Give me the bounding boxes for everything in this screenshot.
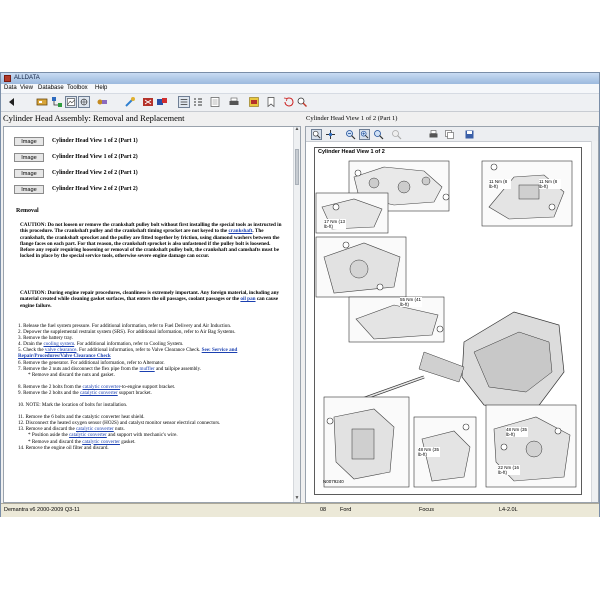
window-title: ALLDATA [14, 75, 40, 81]
diagram-icon[interactable] [78, 96, 90, 108]
history-icon[interactable] [283, 96, 295, 108]
menu-help[interactable]: Help [95, 85, 108, 91]
oil-pan-link[interactable]: oil pan [240, 296, 256, 303]
cooling-system-link[interactable]: cooling system [43, 341, 75, 348]
vertical-scrollbar[interactable] [293, 127, 300, 502]
sub-step: * Position aside the catalytic converter and support with mechanic's wire. [28, 432, 178, 439]
step: 7. Remove the 2 nuts and disconnect the flex pipe from the muffler and tailpipe assembly. [18, 365, 202, 372]
status-bar [1, 503, 599, 517]
catalytic-converter-link[interactable]: catalytic converter [76, 426, 114, 433]
detail-view-icon[interactable] [192, 96, 204, 108]
bookmark-icon[interactable] [265, 96, 277, 108]
recall-icon[interactable] [142, 96, 154, 108]
image-title: Cylinder Head View 1 of 2 (Part 1) [306, 115, 398, 122]
image-button[interactable]: Image [14, 169, 44, 178]
torque-callout: 17 Nm (13 lb-ft) [324, 219, 346, 229]
vehicle-model: Focus [419, 507, 434, 513]
step: 12. Disconnect the heated oxygen sensor (HO2S) and catalyst monitor sensor electrical connectors. [18, 420, 221, 427]
image-label: Cylinder Head View 1 of 2 (Part 1) [52, 138, 138, 144]
crankshaft-link[interactable]: crankshaft [228, 228, 253, 235]
back-arrow-icon[interactable] [6, 96, 18, 108]
print-icon[interactable] [228, 96, 240, 108]
copy-image-icon[interactable] [444, 129, 455, 140]
image-label: Cylinder Head View 2 of 2 (Part 1) [52, 170, 138, 176]
image-pane [305, 126, 599, 503]
caution-text: CAUTION: During engine repair procedures, cleanliness is extremely important. Any foreign material, including any material created while cleaning gasket surfaces, that enters the oil passages, coolant passages or the [20, 290, 280, 303]
save-image-icon[interactable] [464, 129, 475, 140]
bulletin-icon[interactable] [156, 96, 168, 108]
torque-callout: 55 Nm (41 lb-ft) [400, 297, 422, 307]
caution-text: CAUTION: Do not loosen or remove the crankshaft pulley bolt without first installing the special tools as instructed in this procedure. The crankshaft pulley and the crankshaft timing sprocket are not keyed to the [20, 222, 282, 235]
step: 11. Remove the 6 bolts and the catalytic converter heat shield. [18, 414, 145, 421]
pan-icon[interactable] [325, 129, 336, 140]
tree-icon[interactable] [51, 96, 63, 108]
procedure-steps [18, 323, 286, 451]
image-toolbar [306, 127, 598, 142]
database-version: Demantra v6 2000-2009 Q3-11 [4, 507, 80, 513]
step: 1. Release the fuel system pressure. For additional information, refer to Fuel Delivery and Air Induction. [18, 323, 232, 329]
caution-text: can cause engine failure. [20, 296, 279, 309]
menu-database[interactable]: Database [38, 85, 64, 91]
view-image-icon[interactable] [65, 96, 77, 108]
menu-view[interactable]: View [20, 85, 33, 91]
figure-code: N0079240 [323, 479, 344, 484]
torque-callout: 11 Nm (8 lb-ft) [539, 179, 561, 189]
print-image-icon[interactable] [428, 129, 439, 140]
section-heading: Removal [16, 208, 39, 214]
step: 8. Remove the 2 bolts from the catalytic converter-to-engine support bracket. [18, 383, 176, 390]
list-view-icon[interactable] [178, 96, 190, 108]
tools-icon[interactable] [96, 96, 108, 108]
engine-diagram[interactable] [314, 147, 582, 495]
torque-callout: 48 Nm (35 lb-ft) [418, 447, 440, 457]
see-procedure-link[interactable]: See: Service and Repair/Procedures/Valve Clearance Check [18, 347, 238, 360]
page-title: Cylinder Head Assembly: Removal and Replacement [3, 113, 185, 123]
image-button[interactable]: Image [14, 185, 44, 194]
step: 4. Drain the cooling system. For additional information, refer to Cooling System. [18, 341, 184, 348]
alldata-window [0, 72, 600, 517]
image-button[interactable]: Image [14, 153, 44, 162]
vehicle-year: 08 [320, 507, 327, 513]
scroll-thumb[interactable] [295, 149, 299, 185]
image-label: Cylinder Head View 1 of 2 (Part 2) [52, 154, 138, 160]
main-toolbar [1, 94, 599, 112]
alldata-logo-icon [4, 75, 11, 82]
step: 10. NOTE: Mark the location of bolts for installation. [18, 402, 128, 409]
torque-callout: 48 Nm (35 lb-ft) [506, 427, 528, 437]
step: 5. Check the valve clearance. For additional information, refer to Valve Clearance Check. See: Service and Repair/Procedures/Valve Clearance Check [18, 347, 238, 360]
vehicle-select-icon[interactable] [36, 96, 48, 108]
image-scrollbar[interactable] [591, 141, 598, 502]
step: 13. Remove and discard the catalytic converter nuts. [18, 426, 125, 433]
procedure-pane[interactable] [3, 126, 301, 503]
catalytic-converter-link[interactable]: catalytic converter [82, 438, 120, 445]
caution-notice [20, 290, 282, 309]
image-button[interactable]: Image [14, 137, 44, 146]
valve-clearance-link[interactable]: valve clearance [44, 347, 77, 354]
vehicle-make: Ford [340, 507, 352, 513]
scroll-down-icon[interactable]: ▼ [294, 496, 300, 501]
torque-callout: 11 Nm (8 lb-ft) [489, 179, 511, 189]
catalytic-converter-link[interactable]: catalytic converter [69, 432, 107, 439]
wrench-icon[interactable] [124, 96, 136, 108]
menu-bar [1, 84, 599, 94]
zoom-disabled-icon[interactable] [391, 129, 402, 140]
page-icon[interactable] [209, 96, 221, 108]
search-icon[interactable] [296, 96, 308, 108]
catalytic-converter-link[interactable]: catalytic converter [82, 383, 121, 390]
diagram-title: Cylinder Head View 1 of 2 [318, 149, 385, 155]
menu-data[interactable]: Data [4, 85, 17, 91]
catalytic-converter-link[interactable]: catalytic converter [79, 389, 118, 396]
zoom-fit-icon[interactable] [373, 129, 384, 140]
step: 14. Remove the engine oil filter and discard. [18, 444, 109, 451]
torque-callout: 22 Nm (16 lb-ft) [498, 465, 520, 475]
menu-toolbox[interactable]: Toolbox [67, 85, 88, 91]
zoom-select-icon[interactable] [311, 129, 322, 140]
zoom-out-icon[interactable] [345, 129, 356, 140]
sub-step: * Remove and discard the catalytic converter gasket. [28, 438, 136, 445]
step: 2. Depower the supplemental restraint system (SRS). For additional information, refer to Air Bag Systems. [18, 329, 236, 336]
vehicle-engine: L4-2.0L [499, 507, 518, 513]
step: 6. Remove the generator. For additional information, refer to Alternator. [18, 359, 165, 366]
note-icon[interactable] [248, 96, 260, 108]
step: 3. Remove the battery tray. [18, 335, 74, 342]
step: 9. Remove the 2 bolts and the catalytic converter support bracket. [18, 389, 152, 396]
muffler-link[interactable]: muffler [139, 365, 155, 372]
caution-notice [20, 222, 282, 260]
cylinder-head-illustration [314, 147, 582, 495]
title-bar [1, 73, 599, 84]
caution-text: . The crankshaft, the crankshaft sprocket and the pulley are fitted together by friction, using diamond washers between the flange faces on each part. For that reason, the crankshaft sprocket is also unfastened if the pulley bolt is loosened. Before any repair requiring loosening or removal of the crankshaft pulley bolt, the crankshaft and camshafts must be locked in place by the special service tools, otherwise severe engine damage can occur. [20, 228, 280, 260]
image-label: Cylinder Head View 2 of 2 (Part 2) [52, 186, 138, 192]
sub-step: * Remove and discard the nuts and gasket. [28, 371, 115, 378]
scroll-up-icon[interactable]: ▲ [294, 127, 300, 132]
zoom-in-icon[interactable] [359, 129, 370, 140]
